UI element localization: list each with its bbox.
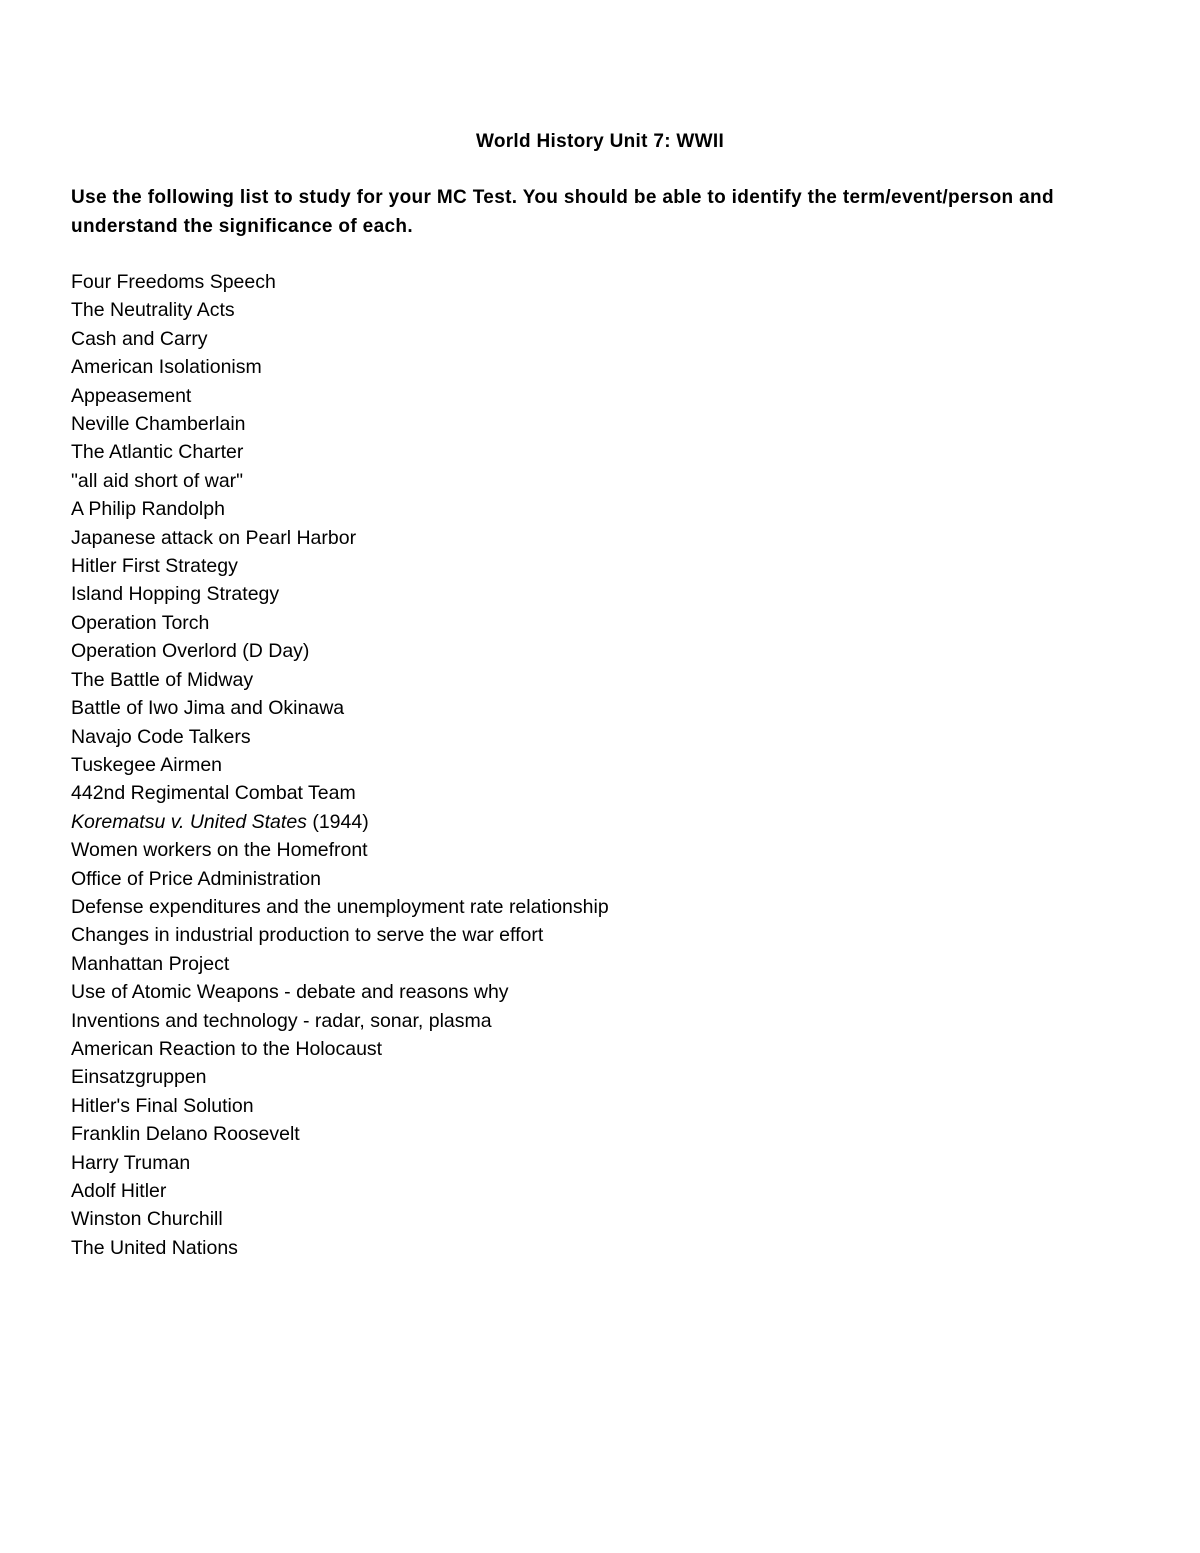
- study-term: The Battle of Midway: [71, 668, 254, 691]
- study-term: Hitler's Final Solution: [71, 1094, 254, 1117]
- study-term: Operation Torch: [71, 611, 210, 634]
- study-term: Inventions and technology - radar, sonar, plasma: [71, 1009, 492, 1032]
- case-name: Korematsu v. United States: [71, 810, 307, 833]
- study-term: Battle of Iwo Jima and Okinawa: [71, 697, 345, 720]
- study-term: Harry Truman: [71, 1151, 191, 1174]
- study-term: Defense expenditures and the unemployment rate relationship: [71, 895, 609, 918]
- study-term: Appeasement: [71, 384, 192, 407]
- study-term: Navajo Code Talkers: [71, 725, 251, 748]
- study-term: A Philip Randolph: [71, 498, 225, 521]
- study-term: Einsatzgruppen: [71, 1066, 207, 1089]
- study-term: Use of Atomic Weapons - debate and reasons why: [71, 981, 509, 1004]
- case-year: (1944): [306, 810, 369, 833]
- study-term: American Reaction to the Holocaust: [71, 1037, 383, 1060]
- study-term: Hitler First Strategy: [71, 555, 238, 578]
- study-term: Adolf Hitler: [71, 1180, 167, 1202]
- study-term: "all aid short of war": [71, 469, 244, 492]
- study-term: The United Nations: [71, 1236, 238, 1259]
- study-term: Operation Overlord (D Day): [71, 640, 310, 663]
- study-term-korematsu: [71, 808, 609, 836]
- study-term: Tuskegee Airmen: [71, 753, 223, 776]
- study-term: Winston Churchill: [71, 1208, 223, 1231]
- study-term: Cash and Carry: [71, 327, 208, 350]
- study-term: 442nd Regimental Combat Team: [71, 782, 356, 805]
- study-term: Women workers on the Homefront: [71, 839, 368, 862]
- document-title: World History Unit 7: WWII: [475, 131, 725, 152]
- study-term: American Isolationism: [71, 356, 262, 379]
- study-term: The Neutrality Acts: [71, 299, 235, 322]
- study-term-list: [71, 268, 609, 1262]
- study-term: Changes in industrial production to serve the war effort: [71, 924, 544, 947]
- study-term: Franklin Delano Roosevelt: [71, 1123, 300, 1146]
- study-term: Island Hopping Strategy: [71, 583, 280, 606]
- study-term: Japanese attack on Pearl Harbor: [71, 526, 357, 549]
- study-term: Four Freedoms Speech: [71, 271, 276, 293]
- study-term: Neville Chamberlain: [71, 413, 246, 436]
- instructions-text: Use the following list to study for your MC Test. You should be able to identify the term/event/person and understand the significance of each.: [71, 187, 1054, 237]
- study-term: The Atlantic Charter: [71, 441, 244, 464]
- study-term: Manhattan Project: [71, 952, 230, 975]
- study-term: Office of Price Administration: [71, 867, 321, 890]
